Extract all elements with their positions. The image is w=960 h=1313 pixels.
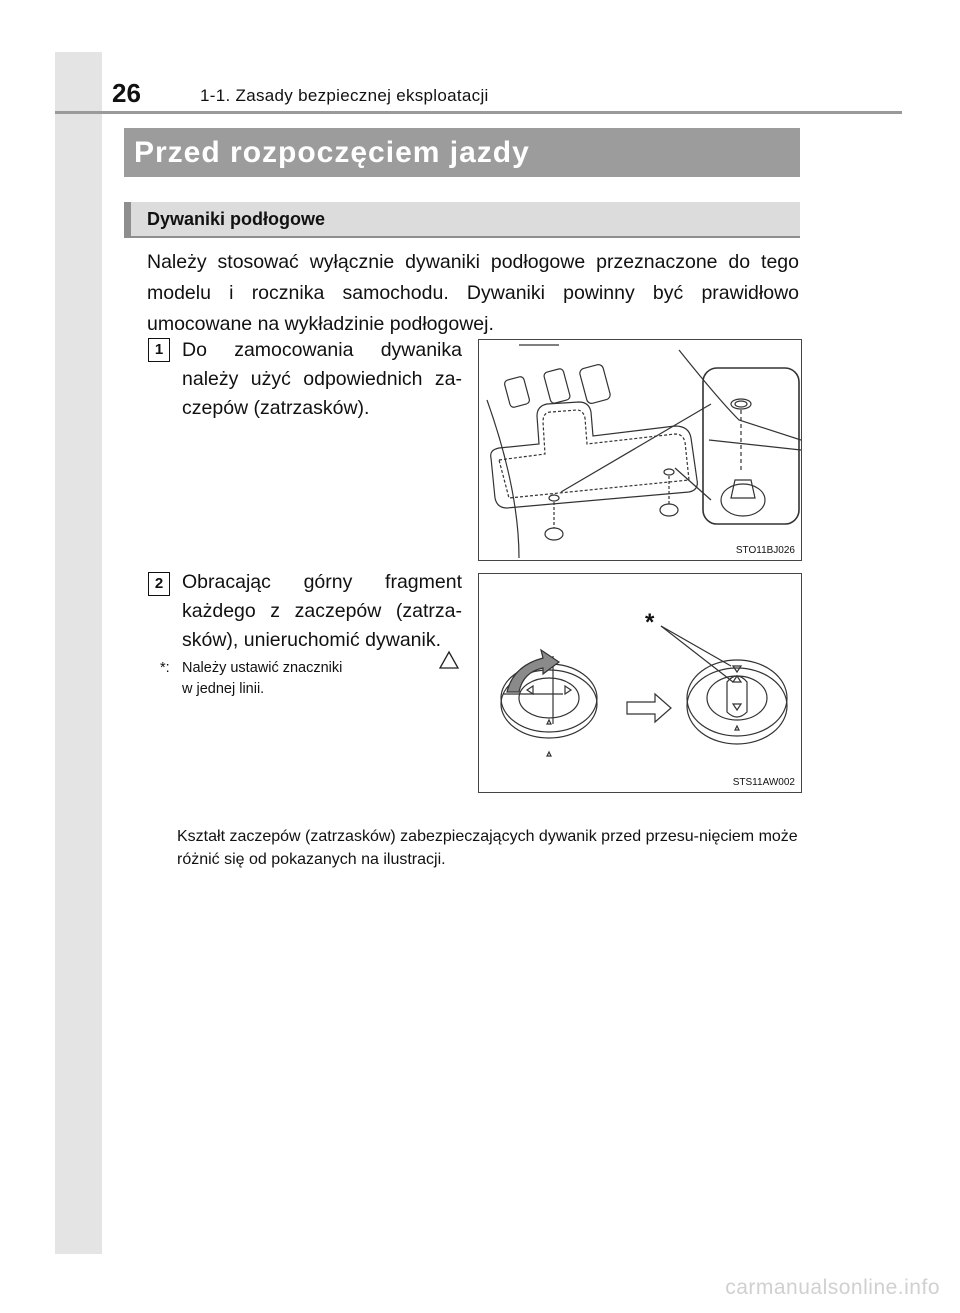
figure-clip-rotation (478, 573, 802, 793)
footnote: Kształt zaczepów (zatrzasków) zabezpieczających dywanik przed przesu-nięciem może różnić się od pokazanych na ilustracji. (177, 828, 798, 868)
step-number-1: 1 (148, 338, 170, 362)
watermark: carmanualsonline.info (725, 1276, 940, 1299)
header-rule (55, 111, 902, 114)
note-line-1: *: Należy ustawić znaczniki (160, 658, 420, 679)
figure-floor-mat-clips (478, 339, 802, 561)
figure-code-1: STO11BJ026 (735, 545, 795, 556)
subsection-title: Dywaniki podłogowe (124, 202, 800, 238)
side-strip (55, 52, 102, 1254)
chapter-title: 1-1. Zasady bezpiecznej eksploatacji (200, 86, 489, 105)
step-text-2: Obracając górny fragment każdego z zaczepów (zatrza-sków), unieruchomić dywanik. (182, 571, 462, 651)
section-title: Przed rozpoczęciem jazdy (124, 128, 800, 177)
note-marker: *: (160, 660, 170, 676)
clip-rotation-illustration (479, 574, 801, 792)
triangle-marker-icon (438, 650, 460, 670)
step-text-1: Do zamocowania dywanika należy użyć odpowiednich za-czepów (zatrzasków). (182, 339, 462, 419)
intro-paragraph: Należy stosować wyłącznie dywaniki podłogowe przeznaczone do tego modelu i rocznika samochodu. Dywaniki powinny być prawidłowo umocowane na wykładzinie podłogowej. (147, 251, 799, 335)
page-number: 26 (112, 78, 141, 108)
note-line-2: w jednej linii. (182, 681, 265, 697)
figure-asterisk: * (645, 609, 655, 636)
note (160, 658, 420, 700)
step-number-2: 2 (148, 572, 170, 596)
floor-mat-illustration (479, 340, 801, 560)
figure-code-2: STS11AW002 (732, 777, 795, 788)
